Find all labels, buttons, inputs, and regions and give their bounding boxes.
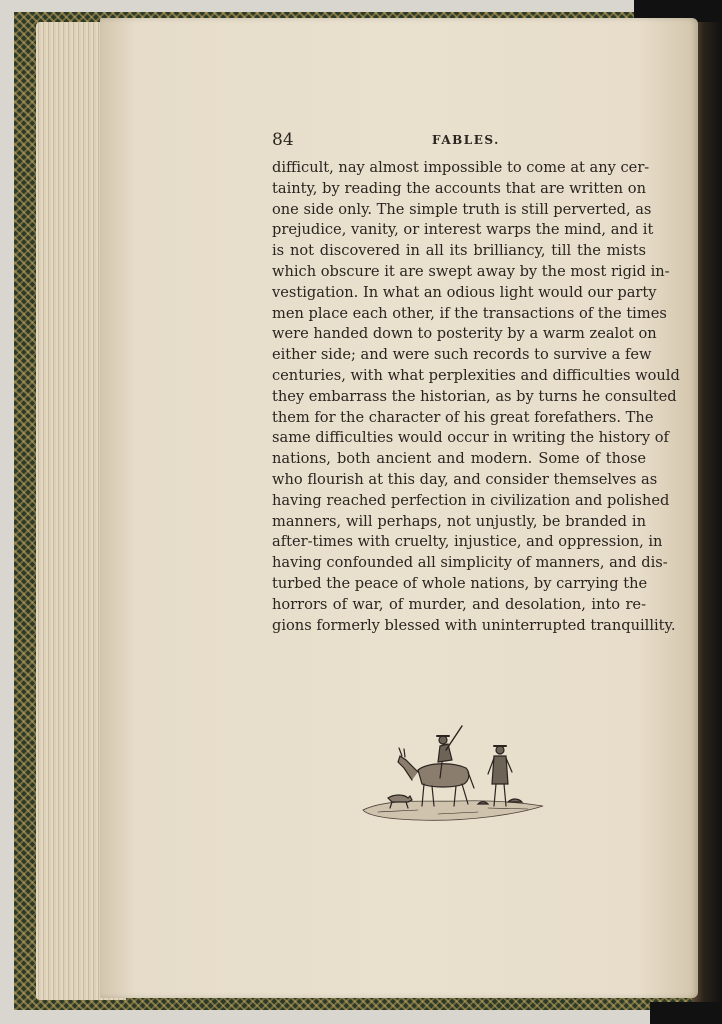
text-line: were handed down to posterity by a warm zealot on: [272, 325, 657, 343]
text-line: having reached perfection in civilization and polished: [272, 491, 670, 509]
text-line: manners, will perhaps, not unjustly, be branded in: [272, 512, 646, 530]
text-line: horrors of war, of murder, and desolation, into re-: [272, 595, 646, 613]
text-line: difficult, nay almost impossible to come at any cer-: [272, 159, 650, 176]
text-line: nations, both ancient and modern. Some of those: [272, 450, 646, 468]
text-line: vestigation. In what an odious light would our party: [272, 283, 657, 301]
text-line: having confounded all simplicity of manners, and dis-: [272, 554, 668, 572]
text-line: turbed the peace of whole nations, by carrying the: [272, 574, 648, 592]
body-text: [272, 158, 680, 636]
text-line: tainty, by reading the accounts that are written on: [272, 179, 646, 197]
text-line: after-times with cruelty, injustice, and oppression, in: [272, 533, 663, 551]
text-line: which obscure it are swept away by the most rigid in-: [272, 262, 670, 280]
background-corner-bottom: [650, 1002, 722, 1024]
text-line: who flourish at this day, and consider themselves as: [272, 470, 658, 488]
donkey-rider-vignette-icon: [358, 698, 548, 828]
text-line: prejudice, vanity, or interest warps the mind, and it: [272, 221, 654, 239]
text-line: them for the character of his great forefathers. The: [272, 408, 654, 426]
text-line: same difficulties would occur in writing the history of: [272, 429, 669, 447]
running-head: FABLES.: [432, 133, 500, 147]
page-header: [272, 130, 648, 154]
text-line: is not discovered in all its brilliancy, till the mists: [272, 242, 646, 260]
text-line: men place each other, if the transactions of the times: [272, 304, 667, 322]
text-line: they embarrass the historian, as by turns he consulted: [272, 387, 677, 405]
page-number: 84: [272, 130, 294, 150]
book-page: [100, 18, 698, 998]
text-line: one side only. The simple truth is still perverted, as: [272, 200, 652, 218]
text-line: centuries, with what perplexities and difficulties would: [272, 366, 680, 384]
text-line: either side; and were such records to survive a few: [272, 346, 652, 364]
text-line: gions formerly blessed with uninterrupted tranquillity.: [272, 616, 676, 634]
